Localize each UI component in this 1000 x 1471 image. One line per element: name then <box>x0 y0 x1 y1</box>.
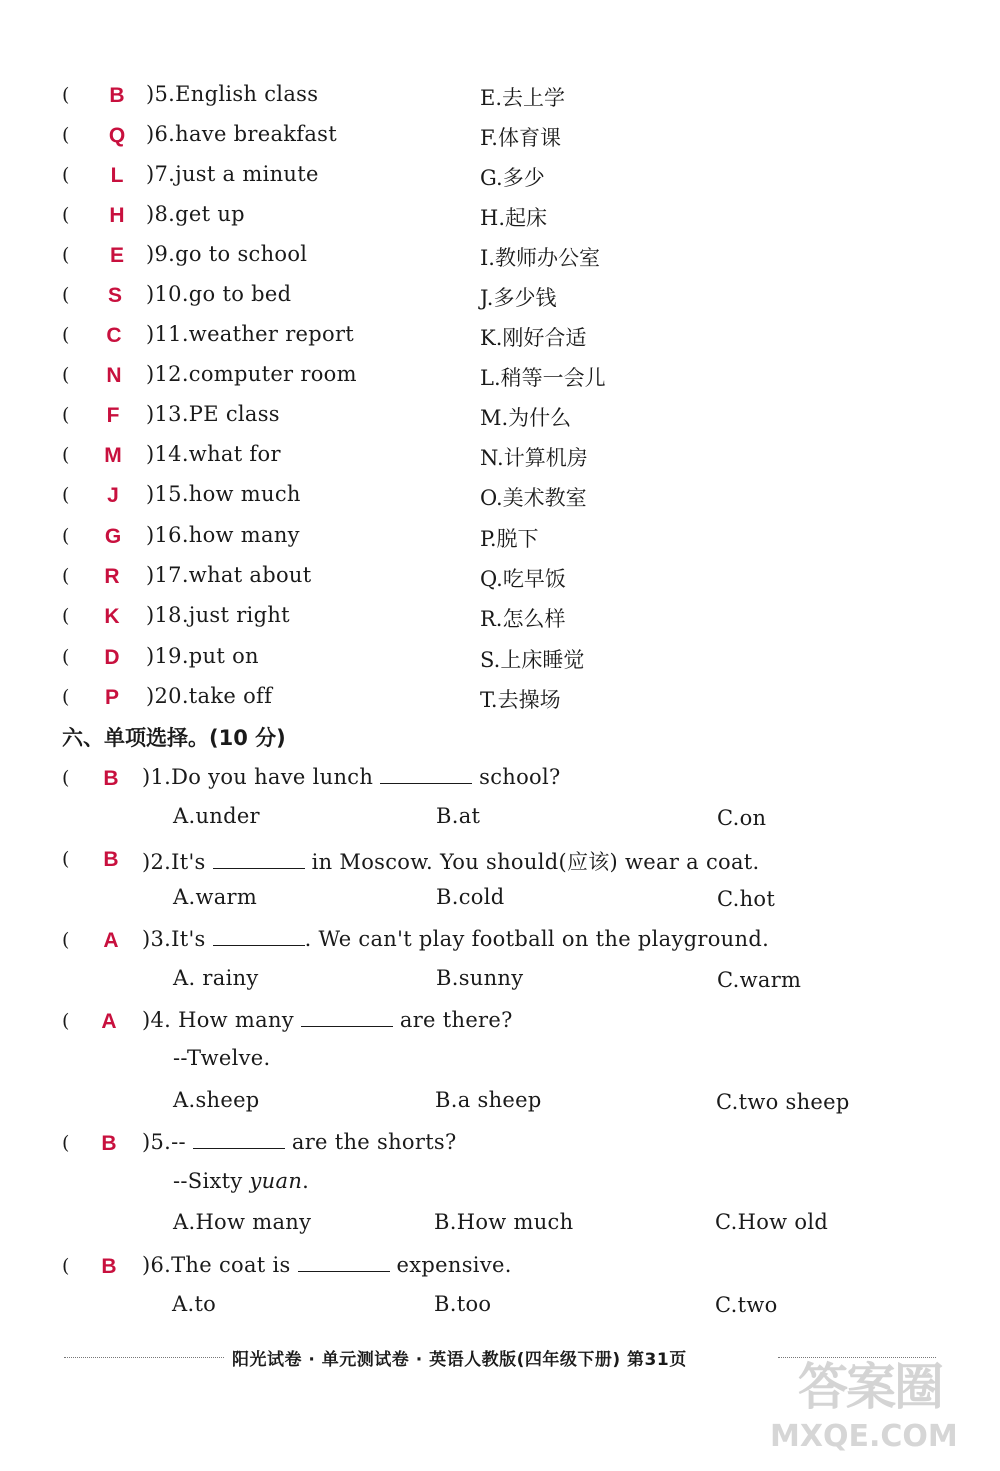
option-c: C.two <box>715 1293 778 1317</box>
answer-letter: B <box>101 1132 117 1155</box>
option-a: A. rainy <box>173 966 259 990</box>
item-text: )17.what about <box>146 563 312 587</box>
question-row <box>0 761 1000 801</box>
match-row <box>0 318 1000 358</box>
question-reply <box>173 1169 309 1193</box>
match-row <box>0 278 1000 318</box>
item-text: )6.have breakfast <box>146 122 338 146</box>
option-a: A.sheep <box>173 1088 260 1112</box>
option-b: B.a sheep <box>435 1088 542 1112</box>
meaning-text: T.去操场 <box>480 688 561 712</box>
meaning-text: P.脱下 <box>480 527 539 551</box>
paren: ( <box>62 324 70 346</box>
answer-letter: N <box>106 364 122 387</box>
option-b: B.at <box>436 804 481 828</box>
item-text: )13.PE class <box>146 402 280 426</box>
item-text: )10.go to bed <box>146 282 292 306</box>
option-b: B.sunny <box>436 966 524 990</box>
answer-letter: K <box>104 605 120 628</box>
match-row <box>0 640 1000 680</box>
answer-blank <box>193 1130 285 1149</box>
question-post: in Moscow. You should(应该) wear a coat. <box>304 850 760 874</box>
match-row <box>0 198 1000 238</box>
answer-letter: A <box>101 1010 117 1033</box>
meaning-text: O.美术教室 <box>480 486 587 510</box>
match-row <box>0 478 1000 518</box>
question-pre: )4. How many <box>142 1008 301 1032</box>
question-pre: )3.It's <box>142 927 213 951</box>
answer-blank <box>380 765 472 784</box>
question-reply: --Twelve. <box>173 1046 271 1070</box>
paren: ( <box>62 484 70 506</box>
answer-blank <box>298 1253 390 1272</box>
match-row <box>0 559 1000 599</box>
footer-text: 阳光试卷 · 单元测试卷 · 英语人教版(四年级下册) 第31页 <box>232 1350 687 1370</box>
question-text <box>142 846 760 876</box>
answer-letter: R <box>104 565 120 588</box>
paren: ( <box>62 204 70 226</box>
paren: ( <box>62 84 70 106</box>
answer-letter: S <box>107 284 122 307</box>
meaning-text: S.上床睡觉 <box>480 648 585 672</box>
meaning-text: N.计算机房 <box>480 446 588 470</box>
meaning-text: R.怎么样 <box>480 607 566 631</box>
paren: ( <box>62 686 70 708</box>
question-pre: )2.It's <box>142 850 213 874</box>
answer-letter: H <box>109 204 125 227</box>
match-row <box>0 680 1000 720</box>
item-text: )9.go to school <box>146 242 308 266</box>
question-text <box>142 1253 512 1277</box>
question-post: are there? <box>392 1008 513 1032</box>
paren: ( <box>62 646 70 668</box>
meaning-text: F.体育课 <box>480 126 561 150</box>
paren: ( <box>62 164 70 186</box>
item-text: )11.weather report <box>146 322 355 346</box>
paren: ( <box>62 565 70 587</box>
answer-blank <box>213 927 305 946</box>
paren: ( <box>62 1010 70 1032</box>
answer-letter: B <box>109 84 125 107</box>
option-a: A.under <box>173 804 260 828</box>
item-text: )19.put on <box>146 644 259 668</box>
answer-letter: B <box>103 767 119 790</box>
answer-letter: D <box>104 646 120 669</box>
answer-letter: F <box>106 404 120 427</box>
meaning-text: G.多少 <box>480 166 545 190</box>
watermark-url: MXQE.COM <box>770 1419 958 1454</box>
answer-blank <box>213 850 305 869</box>
section-title: 六、单项选择。(10 分) <box>62 726 286 750</box>
meaning-text: I.教师办公室 <box>480 246 600 270</box>
paren: ( <box>62 404 70 426</box>
reply-post: . <box>302 1169 310 1193</box>
question-text <box>142 927 769 951</box>
option-b: B.cold <box>436 885 505 909</box>
item-text: )16.how many <box>146 523 300 547</box>
paren: ( <box>62 525 70 547</box>
match-row <box>0 238 1000 278</box>
item-text: )14.what for <box>146 442 281 466</box>
paren: ( <box>62 605 70 627</box>
meaning-text: K.刚好合适 <box>480 326 587 350</box>
item-text: )18.just right <box>146 603 290 627</box>
meaning-text: H.起床 <box>480 206 547 230</box>
paren: ( <box>62 444 70 466</box>
match-row <box>0 78 1000 118</box>
question-text <box>142 1130 457 1154</box>
match-row <box>0 118 1000 158</box>
question-row <box>0 1004 1000 1044</box>
answer-letter: B <box>101 1255 117 1278</box>
answer-letter: B <box>103 848 119 871</box>
paren: ( <box>62 1132 70 1154</box>
answer-letter: M <box>104 444 122 467</box>
meaning-text: L.稍等一会儿 <box>480 366 606 390</box>
answer-letter: C <box>106 324 122 347</box>
match-row <box>0 438 1000 478</box>
paren: ( <box>62 767 70 789</box>
paren: ( <box>62 124 70 146</box>
option-b: B.How much <box>434 1210 574 1234</box>
reply-italic: yuan <box>249 1169 303 1193</box>
question-post: expensive. <box>389 1253 512 1277</box>
answer-letter: P <box>104 686 119 709</box>
question-pre: )6.The coat is <box>142 1253 298 1277</box>
question-pre: )1.Do you have lunch <box>142 765 381 789</box>
match-row <box>0 158 1000 198</box>
item-text: )15.how much <box>146 482 301 506</box>
option-c: C.hot <box>717 887 776 911</box>
option-b: B.too <box>434 1292 492 1316</box>
question-row <box>0 1249 1000 1289</box>
answer-letter: G <box>104 525 122 548</box>
question-row <box>0 923 1000 963</box>
answer-letter: A <box>103 929 119 952</box>
question-post: school? <box>472 765 561 789</box>
paren: ( <box>62 848 70 870</box>
answer-letter: E <box>109 244 124 267</box>
option-c: C.on <box>717 806 767 830</box>
site-watermark <box>770 1347 980 1457</box>
item-text: )12.computer room <box>146 362 357 386</box>
watermark-logo-text: 答案圈 <box>798 1358 942 1416</box>
option-a: A.How many <box>173 1210 312 1234</box>
item-text: )5.English class <box>146 82 319 106</box>
question-post: . We can't play football on the playground. <box>304 927 770 951</box>
item-text: )7.just a minute <box>146 162 319 186</box>
option-c: C.How old <box>715 1210 829 1234</box>
paren: ( <box>62 284 70 306</box>
meaning-text: Q.吃早饭 <box>480 567 566 591</box>
question-pre: )5.-- <box>142 1130 193 1154</box>
option-a: A.warm <box>173 885 258 909</box>
option-a: A.to <box>172 1292 217 1316</box>
paren: ( <box>62 929 70 951</box>
match-row <box>0 358 1000 398</box>
match-row <box>0 599 1000 639</box>
question-row <box>0 842 1000 882</box>
paren: ( <box>62 364 70 386</box>
answer-blank <box>301 1008 393 1027</box>
answer-letter: Q <box>108 124 126 147</box>
meaning-text: M.为什么 <box>480 406 572 430</box>
question-text <box>142 765 561 789</box>
item-text: )8.get up <box>146 202 245 226</box>
match-row <box>0 398 1000 438</box>
match-row <box>0 519 1000 559</box>
question-post: are the shorts? <box>284 1130 457 1154</box>
meaning-text: E.去上学 <box>480 86 566 110</box>
paren: ( <box>62 244 70 266</box>
footer-dotted-rule-left <box>64 1357 224 1358</box>
answer-letter: L <box>110 164 124 187</box>
question-row <box>0 1126 1000 1166</box>
reply-pre: --Sixty <box>173 1169 250 1193</box>
option-c: C.two sheep <box>716 1090 850 1114</box>
meaning-text: J.多少钱 <box>480 286 557 310</box>
item-text: )20.take off <box>146 684 273 708</box>
answer-letter: J <box>107 484 119 507</box>
paren: ( <box>62 1255 70 1277</box>
question-text <box>142 1008 513 1032</box>
option-c: C.warm <box>717 968 802 992</box>
